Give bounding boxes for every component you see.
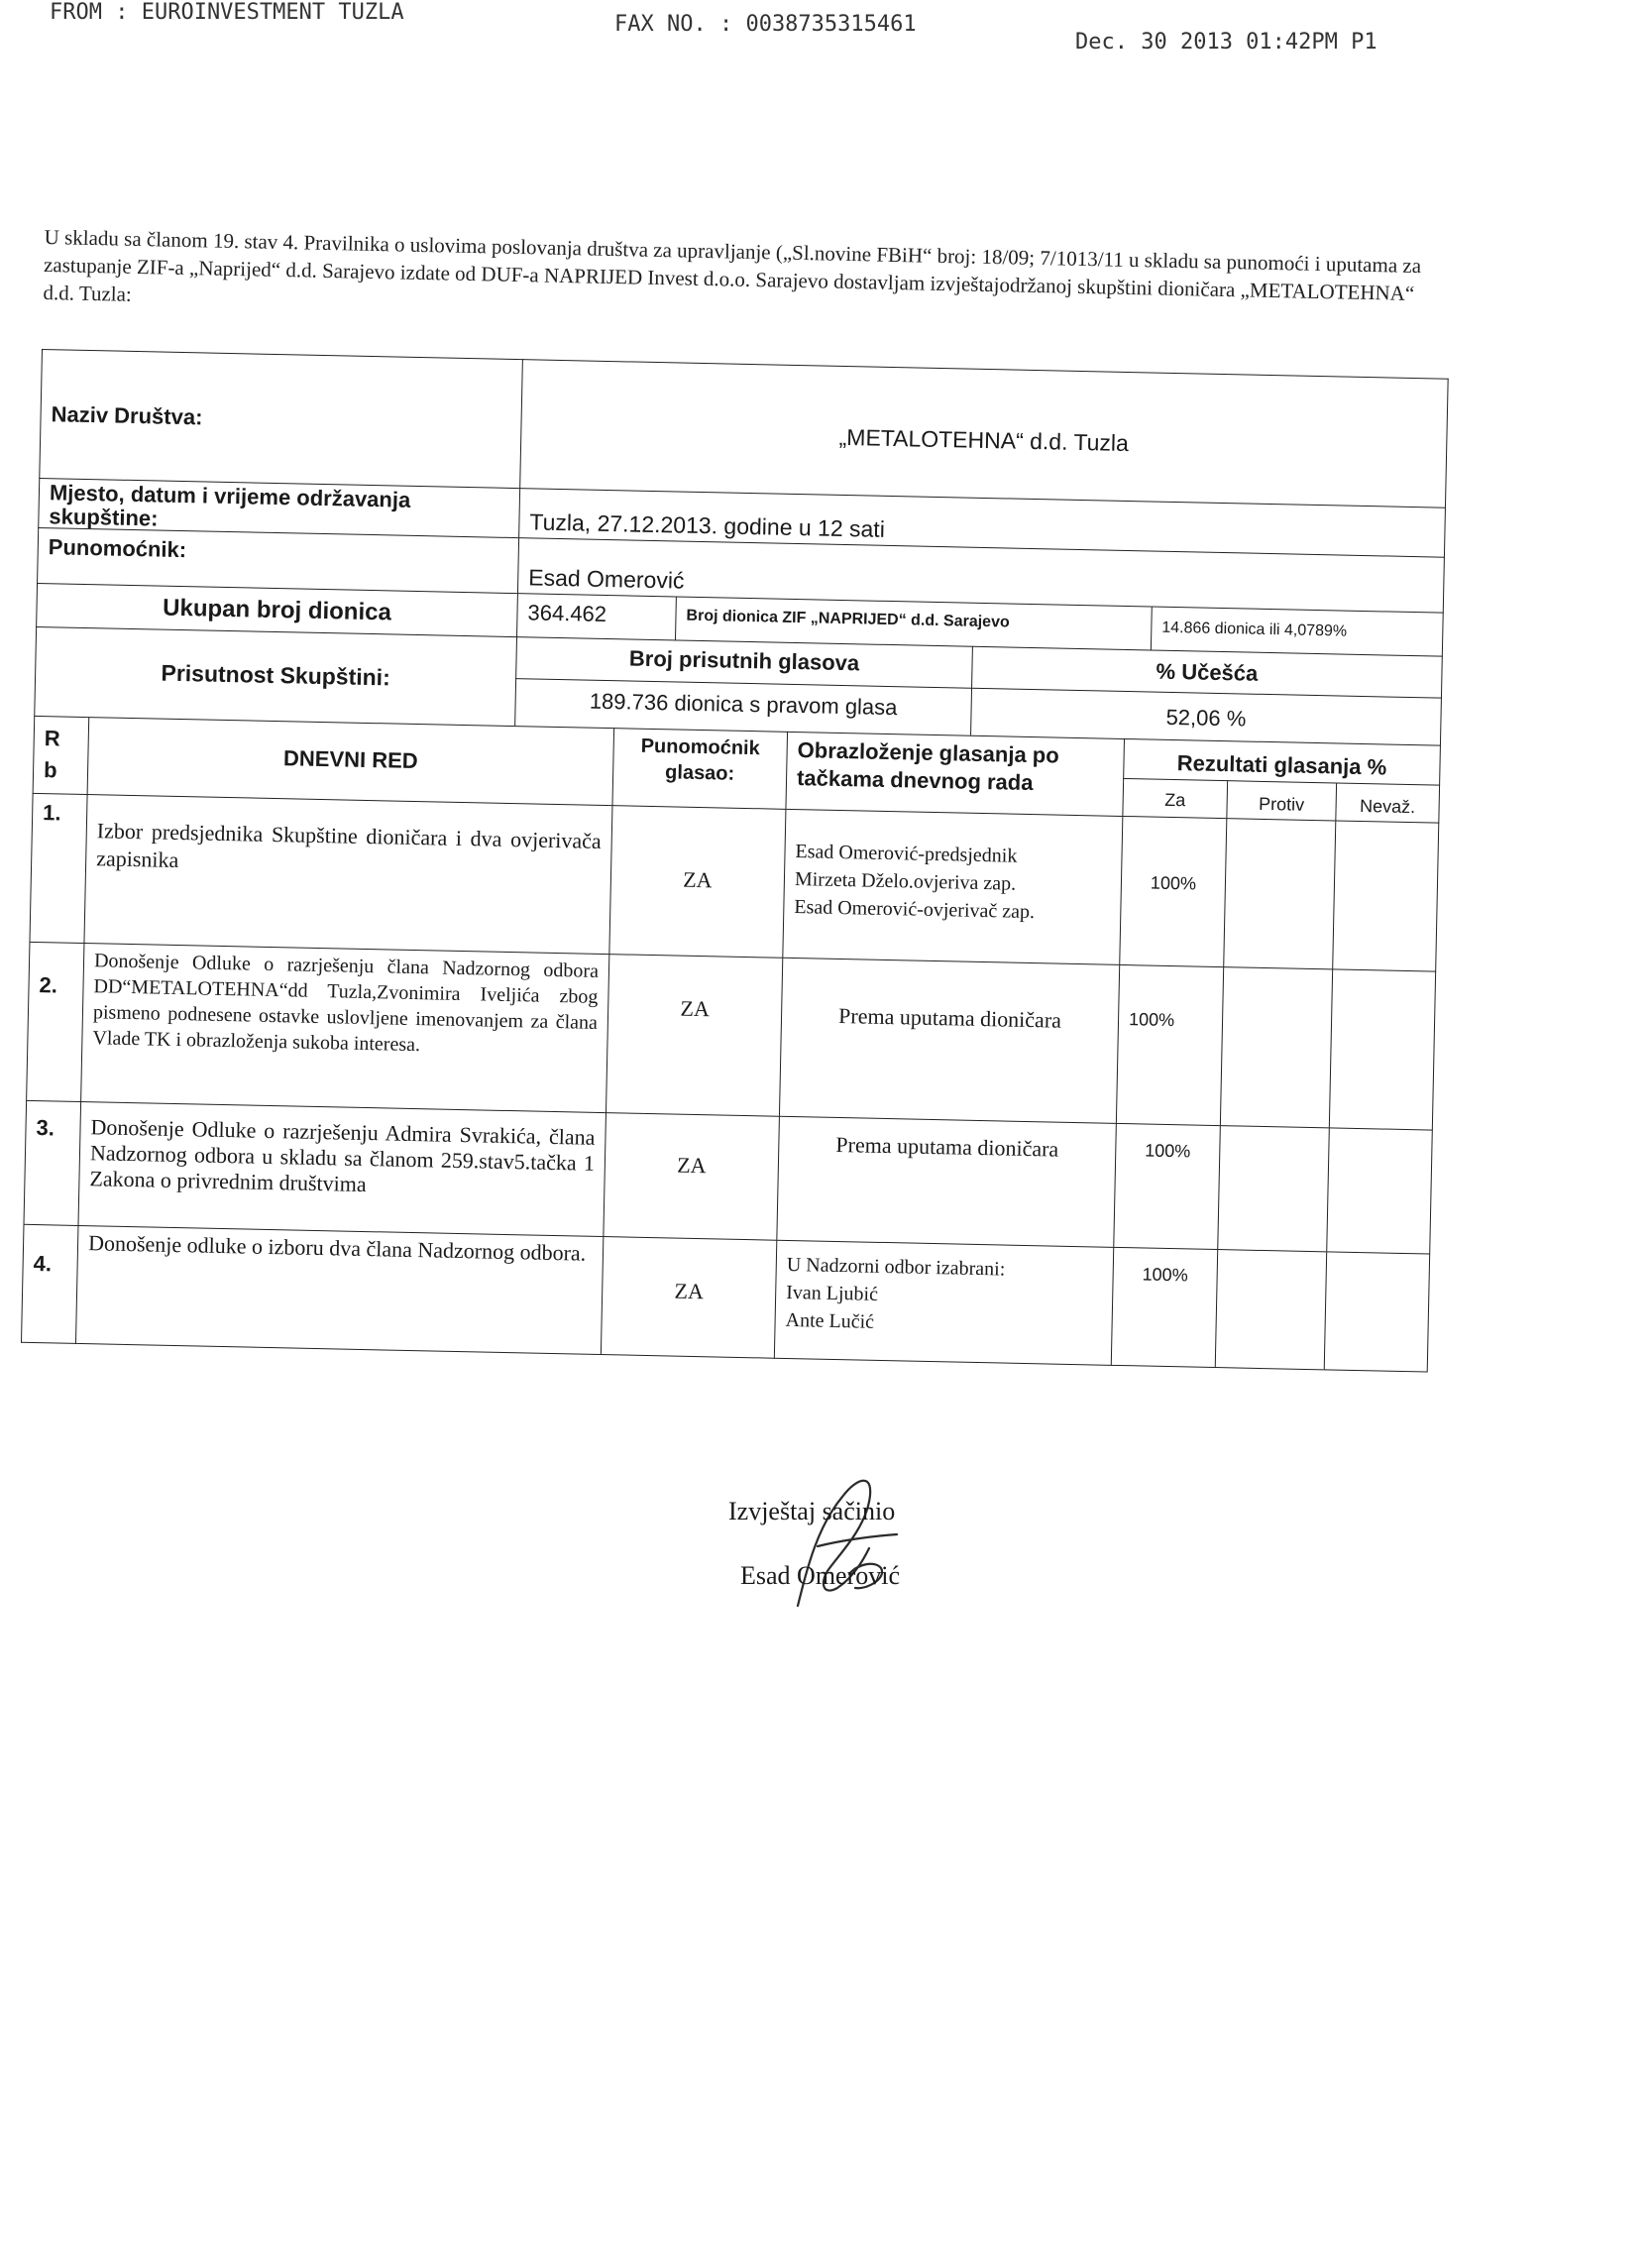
item-2-number: 2. <box>26 942 83 1101</box>
item-3-invalid <box>1326 1127 1433 1253</box>
signature-block <box>728 1487 966 1636</box>
results-against-label: Protiv <box>1226 780 1336 820</box>
item-3-vote: ZA <box>603 1112 779 1240</box>
agenda-header-title: DNEVNI RED <box>87 717 614 805</box>
item-1-explanation-line: Mirzeta Dželo.ovjeriva zap. <box>794 868 1017 895</box>
item-3-for: 100% <box>1113 1123 1220 1249</box>
zif-shares-value: 14.866 dionica ili 4,0789% <box>1151 607 1444 656</box>
item-4-explanation-line: Ante Lučić <box>785 1308 875 1333</box>
item-1-explanation <box>782 809 1122 964</box>
item-4-invalid <box>1324 1251 1430 1372</box>
total-shares-label: Ukupan broj dionica <box>36 583 517 636</box>
item-4-text: Donošenje odluke o izboru dva člana Nadzornog odbora. <box>75 1225 603 1355</box>
item-1-for: 100% <box>1119 816 1226 966</box>
item-4-explanation-line: U Nadzorni odbor izabrani: <box>786 1253 1006 1281</box>
presence-label: Prisutnost Skupštini: <box>34 626 516 726</box>
item-1-text: Izbor predsjednika Skupštine dioničara i dva ovjerivača zapisnika <box>83 794 611 954</box>
item-3-explanation <box>776 1116 1116 1247</box>
present-votes-value: 189.736 dionica s pravom glasa <box>514 678 971 735</box>
proxy-label: Punomoćnik: <box>37 527 518 593</box>
item-1-number: 1. <box>29 793 86 943</box>
item-3-against <box>1217 1125 1329 1251</box>
present-votes-label: Broj prisutnih glasova <box>515 636 972 688</box>
item-1-vote: ZA <box>608 805 785 958</box>
item-4-explanation <box>774 1240 1113 1366</box>
place-value: Tuzla, 27.12.2013. godine u 12 sati <box>518 488 1446 557</box>
item-4-number: 4. <box>21 1224 78 1344</box>
item-2-explanation <box>779 958 1119 1123</box>
item-2-invalid <box>1329 968 1436 1129</box>
item-2-for: 100% <box>1116 964 1223 1125</box>
report-author-name: Esad Omerović <box>740 1561 901 1590</box>
item-4-against <box>1215 1249 1326 1370</box>
agenda-header-results: Rezultati glasanja % <box>1123 738 1441 785</box>
report-table <box>20 349 1449 1419</box>
place-label: Mjesto, datum i vrijeme održavanja skupštine: <box>38 478 519 537</box>
report-prepared-by-label: Izvještaj sačinio <box>728 1497 896 1525</box>
company-value: „METALOTEHNA“ d.d. Tuzla <box>519 359 1449 508</box>
fax-date-page: Dec. 30 2013 01:42PM P1 <box>1075 30 1377 55</box>
item-2-explanation-line: Prema uputama dioničara <box>837 1002 1062 1033</box>
item-1-invalid <box>1332 820 1439 970</box>
item-1-explanation-line: Esad Omerović-predsjednik <box>795 841 1018 867</box>
total-shares-value: 364.462 <box>516 593 676 639</box>
item-1-against <box>1223 818 1335 968</box>
item-2-text: Donošenje Odluke o razrješenju člana Nadzornog odbora DD“METALOTEHNA“dd Tuzla,Zvonimira Iveljića zbog pismeno podnesene ostavke uslovljene imenovanjem za člana Vlade TK i obrazloženja sukoba interesa. <box>80 943 608 1112</box>
handwritten-signature-icon <box>758 1457 927 1626</box>
share-percent-value: 52,06 % <box>970 688 1442 745</box>
results-for-label: Za <box>1122 778 1227 818</box>
item-2-vote: ZA <box>606 954 782 1116</box>
item-2-against <box>1220 966 1332 1127</box>
agenda-header-explanation: Obrazloženje glasanja po tačkama dnevnog rada <box>785 732 1124 816</box>
fax-header <box>40 0 1447 59</box>
item-4-vote: ZA <box>601 1236 776 1359</box>
item-3-explanation-line: Prema uputama dioničara <box>835 1131 1059 1162</box>
zif-shares-label: Broj dionica ZIF „NAPRIJED“ d.d. Sarajevo <box>675 596 1152 649</box>
intro-paragraph: U skladu sa članom 19. stav 4. Pravilnika o uslovima poslovanja društva za upravljanje („Sl.novine FBiH“ broj: 18/09; 7/1013/11 u skladu sa punomoći i uputama za zastupanje ZIF-a „Naprijed“ d.d. Sarajevo izdate od DUF-a NAPRIJED Invest d.o.o. Sarajevo dostavljam izvještajodržanoj skupštini dioničara „METALOTEHNA“ d.d. Tuzla: <box>43 224 1422 306</box>
agenda-header-rb: R b <box>33 716 89 794</box>
item-3-text: Donošenje Odluke o razrješenju Admira Svrakića, člana Nadzornog odbora u skladu sa članom 259.stav5.tačka 1 Zakona o privrednim društvima <box>77 1101 606 1236</box>
proxy-value: Esad Omerović <box>517 537 1445 613</box>
company-label: Naziv Društva: <box>39 349 522 488</box>
share-percent-label: % Učešća <box>971 646 1443 698</box>
fax-number: FAX NO. : 0038735315461 <box>614 12 917 37</box>
agenda-header-proxy-voted: Punomoćnik glasao: <box>611 728 787 809</box>
fax-sender: FROM : EUROINVESTMENT TUZLA <box>50 0 404 25</box>
results-invalid-label: Nevaž. <box>1335 782 1440 822</box>
item-3-number: 3. <box>24 1100 81 1225</box>
item-4-explanation-line: Ivan Ljubić <box>785 1281 879 1305</box>
item-4-for: 100% <box>1111 1247 1217 1368</box>
item-1-explanation-line: Esad Omerović-ovjerivač zap. <box>794 896 1036 924</box>
